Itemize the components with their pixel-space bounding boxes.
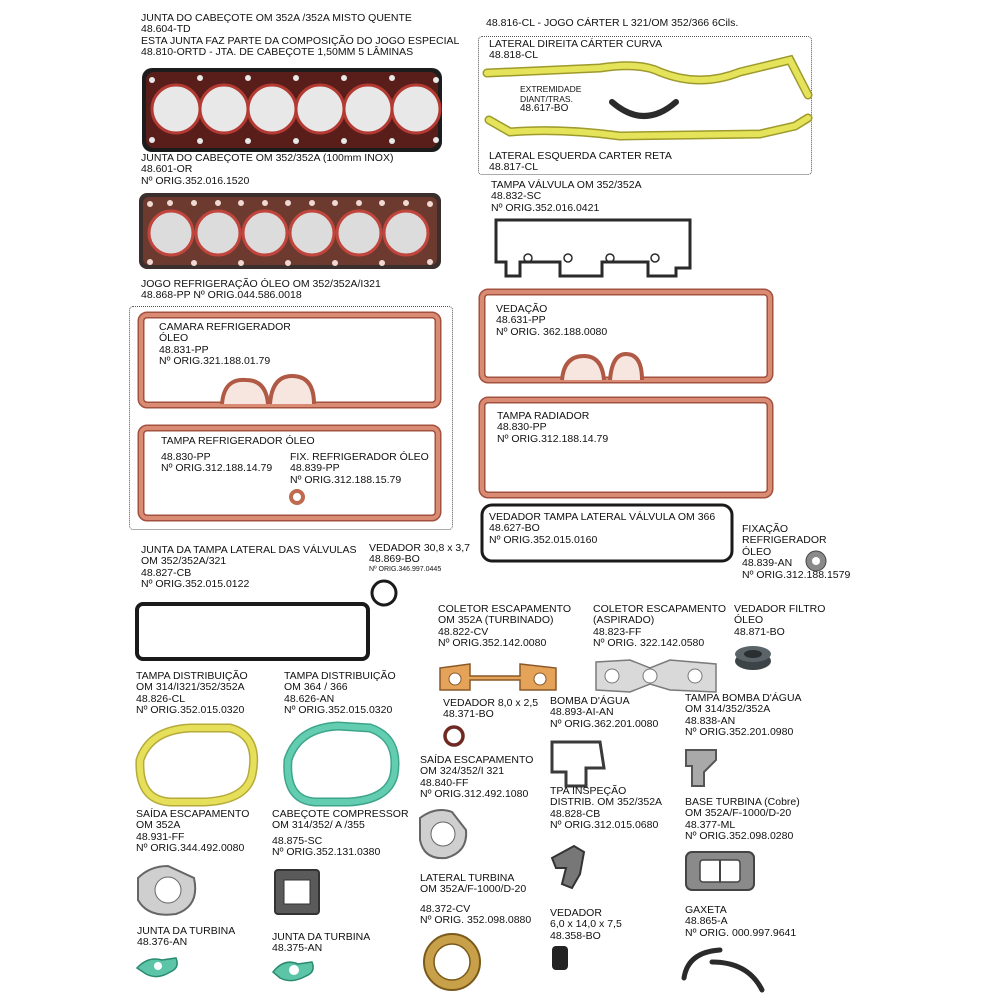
cylinder-head-gasket-inox <box>139 193 441 269</box>
part-orig: Nº ORIG. 322.142.0580 <box>593 637 705 650</box>
label-exhaust-outlet-352a <box>136 809 249 855</box>
part-code: 48.931-FF <box>136 830 185 843</box>
label-oil-cooler-cover <box>161 436 315 447</box>
part-title: (ASPIRADO) <box>593 614 655 627</box>
part-title: TAMPA RADIADOR <box>497 410 590 422</box>
label-turbo-base <box>685 797 800 843</box>
part-code: 48.868-PP Nº ORIG.044.586.0018 <box>141 289 302 302</box>
part-orig: Nº ORIG.352.015.0160 <box>489 533 598 546</box>
label-seal-6-0 <box>550 908 622 942</box>
label-radiator-cover <box>497 411 608 445</box>
water-pump-gasket <box>552 742 604 786</box>
part-title: JUNTA DA TAMPA LATERAL DAS VÁLVULAS <box>141 544 357 556</box>
part-title: JUNTA DA TURBINA <box>137 925 236 937</box>
water-pump-cover-gasket <box>686 750 716 786</box>
part-title: OM 324/352/I 321 <box>420 765 505 778</box>
part-title: DIANT/TRAS. <box>520 94 573 104</box>
label-oil-pan-set <box>486 18 738 29</box>
timing-cover-gasket-366 <box>288 726 395 802</box>
part-orig: Nº ORIG.312.015.0680 <box>550 819 659 832</box>
part-orig: Nº ORIG.321.188.01.79 <box>159 355 271 368</box>
part-title: OM 314/I321/352/352A <box>136 681 245 694</box>
label-o-ring-30-8 <box>369 543 470 574</box>
label-oil-pan-left <box>489 151 672 174</box>
label-exhaust-manifold-turbo <box>438 604 571 650</box>
part-orig: Nº ORIG.352.131.0380 <box>272 846 381 859</box>
part-title: REFRIGERADOR <box>742 534 827 547</box>
part-title: VEDAÇÃO <box>496 303 548 315</box>
part-title: GAXETA <box>685 904 727 916</box>
valve-cover-gasket <box>496 220 690 276</box>
part-title: LATERAL ESQUERDA CARTER RETA <box>489 150 672 162</box>
part-title: EXTREMIDADE <box>520 84 582 94</box>
part-code: 48.831-PP <box>159 343 209 356</box>
label-o-ring-8-0 <box>443 698 538 721</box>
part-title: SAÍDA ESCAPAMENTO <box>420 754 534 766</box>
turbo-side-gasket <box>424 934 480 990</box>
label-valve-side-cover <box>141 545 357 591</box>
part-title: OM 364 / 366 <box>284 681 348 694</box>
timing-cover-gasket-352 <box>140 728 254 802</box>
seal-6-0 <box>552 946 568 970</box>
part-orig: Nº ORIG. 000.997.9641 <box>685 926 797 939</box>
turbo-gasket-376 <box>137 958 177 977</box>
turbo-gasket-375 <box>273 962 313 981</box>
part-title: TAMPA VÁLVULA OM 352/352A <box>491 179 642 191</box>
part-title: VEDADOR FILTRO <box>734 603 826 615</box>
part-code: 48.865-A <box>685 915 728 928</box>
inspection-cover-gasket <box>552 846 584 888</box>
part-title: JOGO REFRIGERAÇÃO ÓLEO OM 352/352A/I321 <box>141 278 381 290</box>
part-title: JUNTA DA TURBINA <box>272 931 371 943</box>
part-code: 48.358-BO <box>550 929 601 942</box>
part-title: COLETOR ESCAPAMENTO <box>438 603 572 615</box>
part-code: 48.828-CB <box>550 807 601 820</box>
part-code: 48.823-FF <box>593 625 642 638</box>
part-title: LATERAL DIREITA CÁRTER CURVA <box>489 38 663 50</box>
part-code: 48.377-ML <box>685 818 736 831</box>
part-title: BASE TURBINA (Cobre) <box>685 796 800 808</box>
part-code: 48.869-BO <box>369 553 420 566</box>
part-title: OM 352A/F-1000/D-20 <box>420 883 527 896</box>
exhaust-manifold-gasket-aspirated <box>596 660 716 692</box>
part-code: 48.839-PP <box>290 462 340 475</box>
part-orig: Nº ORIG.362.201.0080 <box>550 717 659 730</box>
part-title: OM 352A (TURBINADO) <box>438 614 554 627</box>
part-title: COLETOR ESCAPAMENTO <box>593 603 727 615</box>
exhaust-outlet-gasket-324 <box>420 810 466 858</box>
part-code: 48.827-CB <box>141 566 192 579</box>
part-code: 48.840-FF <box>420 776 469 789</box>
part-code: 48.893-AI-AN <box>550 706 614 719</box>
part-title: SAÍDA ESCAPAMENTO <box>136 808 250 820</box>
part-code: 48.604-TD <box>141 23 191 36</box>
part-code: 48.818-CL <box>489 49 539 62</box>
o-ring-8-0 <box>445 727 463 745</box>
part-orig: Nº ORIG.312.492.1080 <box>420 788 529 801</box>
part-note: 48.810-ORTD - JTA. DE CABEÇOTE 1,50MM 5 LÂMINAS <box>141 46 414 59</box>
part-orig: Nº ORIG.352.201.0980 <box>685 726 794 739</box>
part-note: ESTA JUNTA FAZ PARTE DA COMPOSIÇÃO DO JOGO ESPECIAL <box>141 34 460 47</box>
part-orig: Nº ORIG.312.188.14.79 <box>497 432 609 445</box>
part-orig: Nº ORIG.312.188.1579 <box>742 568 851 581</box>
oil-pan-gasket-left-straight <box>489 118 808 136</box>
oil-cooler-fix-ring <box>291 491 303 503</box>
label-oil-pan-right <box>489 39 662 62</box>
label-compressor-head <box>272 809 409 859</box>
part-title: VEDADOR TAMPA LATERAL VÁLVULA OM 366 <box>489 511 716 523</box>
label-valve-cover <box>491 180 642 214</box>
part-orig: Nº ORIG.312.188.14.79 <box>161 462 273 475</box>
part-code: 48.376-AN <box>137 936 188 949</box>
cylinder-head-gasket-misto <box>142 68 442 152</box>
compressor-head-gasket <box>275 870 319 914</box>
part-code: 48.830-PP <box>497 421 547 434</box>
turbo-base-gasket <box>686 852 754 890</box>
part-orig: Nº ORIG.352.015.0320 <box>284 704 393 717</box>
part-title: CABEÇOTE COMPRESSOR <box>272 808 409 820</box>
part-code: 48.826-CL <box>136 692 186 705</box>
part-code: 48.627-BO <box>489 522 540 535</box>
label-timing-cover-352 <box>136 671 248 717</box>
part-code: 48.372-CV <box>420 902 471 915</box>
oil-filter-seal <box>735 646 771 670</box>
part-orig: Nº ORIG.352.015.0122 <box>141 578 250 591</box>
label-head-gasket-inox <box>141 153 393 187</box>
exhaust-manifold-gasket-turbo <box>440 664 556 690</box>
part-orig: Nº ORIG. 352.098.0880 <box>420 914 532 927</box>
part-title: FIX. REFRIGERADOR ÓLEO <box>290 451 429 463</box>
label-oil-cooler-washer <box>742 524 850 581</box>
label-exhaust-outlet-324 <box>420 755 533 801</box>
label-seal-gasket <box>496 304 607 338</box>
label-turbo-gasket-375 <box>272 932 370 955</box>
part-code: 48.601-OR <box>141 163 193 176</box>
part-code: 48.817-CL <box>489 161 539 174</box>
part-title: CAMARA REFRIGERADOR <box>159 321 291 333</box>
part-orig: Nº ORIG.352.142.0080 <box>438 637 547 650</box>
label-oil-cooler-fix <box>290 452 429 486</box>
part-title: TAMPA DISTRIBUIÇÃO <box>284 670 396 682</box>
part-title: 6,0 x 14,0 x 7,5 <box>550 918 622 931</box>
part-title: OM 314/352/352A <box>685 703 771 716</box>
part-code: 48.822-CV <box>438 625 489 638</box>
part-title: OM 352A/F-1000/D-20 <box>685 807 792 820</box>
part-title: OM 352A <box>136 819 181 832</box>
part-title: TPA INSPEÇÃO <box>550 785 627 797</box>
part-orig: Nº ORIG. 362.188.0080 <box>496 325 608 338</box>
part-title: FIXAÇÃO <box>742 523 789 535</box>
part-title: VEDADOR <box>550 907 602 919</box>
label-oil-cooler-set <box>141 279 381 302</box>
gasket-strip <box>684 950 762 990</box>
label-oil-cooler-cover-code <box>161 452 272 475</box>
part-code: 48.871-BO <box>734 625 785 638</box>
valve-side-cover-gasket <box>137 604 368 659</box>
label-oil-filter-seal <box>734 604 825 638</box>
label-head-gasket-misto <box>141 13 459 59</box>
part-code: 48.631-PP <box>496 314 546 327</box>
label-oil-pan-end <box>520 84 581 114</box>
part-title: TAMPA REFRIGERADOR ÓLEO <box>161 435 315 447</box>
o-ring-30-8 <box>372 581 396 605</box>
part-orig: Nº ORIG.352.016.1520 <box>141 174 250 187</box>
part-title: TAMPA DISTRIBUIÇÃO <box>136 670 248 682</box>
part-title: BOMBA D'ÁGUA <box>550 695 630 707</box>
label-water-pump-cover <box>685 693 802 739</box>
label-water-pump <box>550 696 658 730</box>
part-title: 48.816-CL - JOGO CÁRTER L 321/OM 352/366 6Cils. <box>486 17 739 29</box>
part-code: 48.617-BO <box>520 103 569 114</box>
part-title: TAMPA BOMBA D'ÁGUA <box>685 692 802 704</box>
part-orig: Nº ORIG.344.492.0080 <box>136 842 245 855</box>
part-code: 48.875-SC <box>272 834 323 847</box>
label-exhaust-manifold-aspirated <box>593 604 726 650</box>
part-title: VEDADOR 30,8 x 3,7 <box>369 542 470 554</box>
label-gasket-strip <box>685 905 796 939</box>
part-orig: Nº ORIG.352.098.0280 <box>685 830 794 843</box>
part-orig: Nº ORIG.312.188.15.79 <box>290 473 402 486</box>
part-title: JUNTA DO CABEÇOTE OM 352A /352A MISTO QUENTE <box>141 12 412 24</box>
part-orig: Nº ORIG.352.015.0320 <box>136 704 245 717</box>
part-code: 48.839-AN <box>742 557 793 570</box>
exhaust-outlet-gasket-352a <box>138 866 195 915</box>
part-code: 48.832-SC <box>491 190 542 203</box>
label-timing-cover-366 <box>284 671 396 717</box>
label-inspection-cover <box>550 786 662 832</box>
part-code: 48.626-AN <box>284 692 335 705</box>
part-code: 48.375-AN <box>272 942 323 955</box>
part-title: ÓLEO <box>742 545 772 558</box>
part-code: 48.838-AN <box>685 714 736 727</box>
part-title: ÓLEO <box>159 332 189 345</box>
part-title: ÓLEO <box>734 614 764 627</box>
part-title: JUNTA DO CABEÇOTE OM 352/352A (100mm INOX) <box>141 152 394 164</box>
label-oil-cooler-chamber <box>159 322 291 368</box>
part-orig: Nº ORIG.352.016.0421 <box>491 201 600 214</box>
label-valve-side-seal-366 <box>489 512 715 546</box>
label-turbo-side <box>420 873 531 927</box>
part-title: VEDADOR 8,0 x 2,5 <box>443 697 539 709</box>
part-title: OM 352/352A/321 <box>141 555 227 568</box>
oil-pan-end-seal <box>612 102 676 116</box>
part-title: DISTRIB. OM 352/352A <box>550 796 663 809</box>
label-turbo-gasket-376 <box>137 926 235 949</box>
part-code: 48.371-BO <box>443 708 494 721</box>
part-orig: Nº ORIG.346.997.0445 <box>369 565 442 573</box>
part-title: OM 314/352/ A /355 <box>272 819 365 832</box>
part-title: LATERAL TURBINA <box>420 872 515 884</box>
part-code: 48.830-PP <box>161 451 211 463</box>
